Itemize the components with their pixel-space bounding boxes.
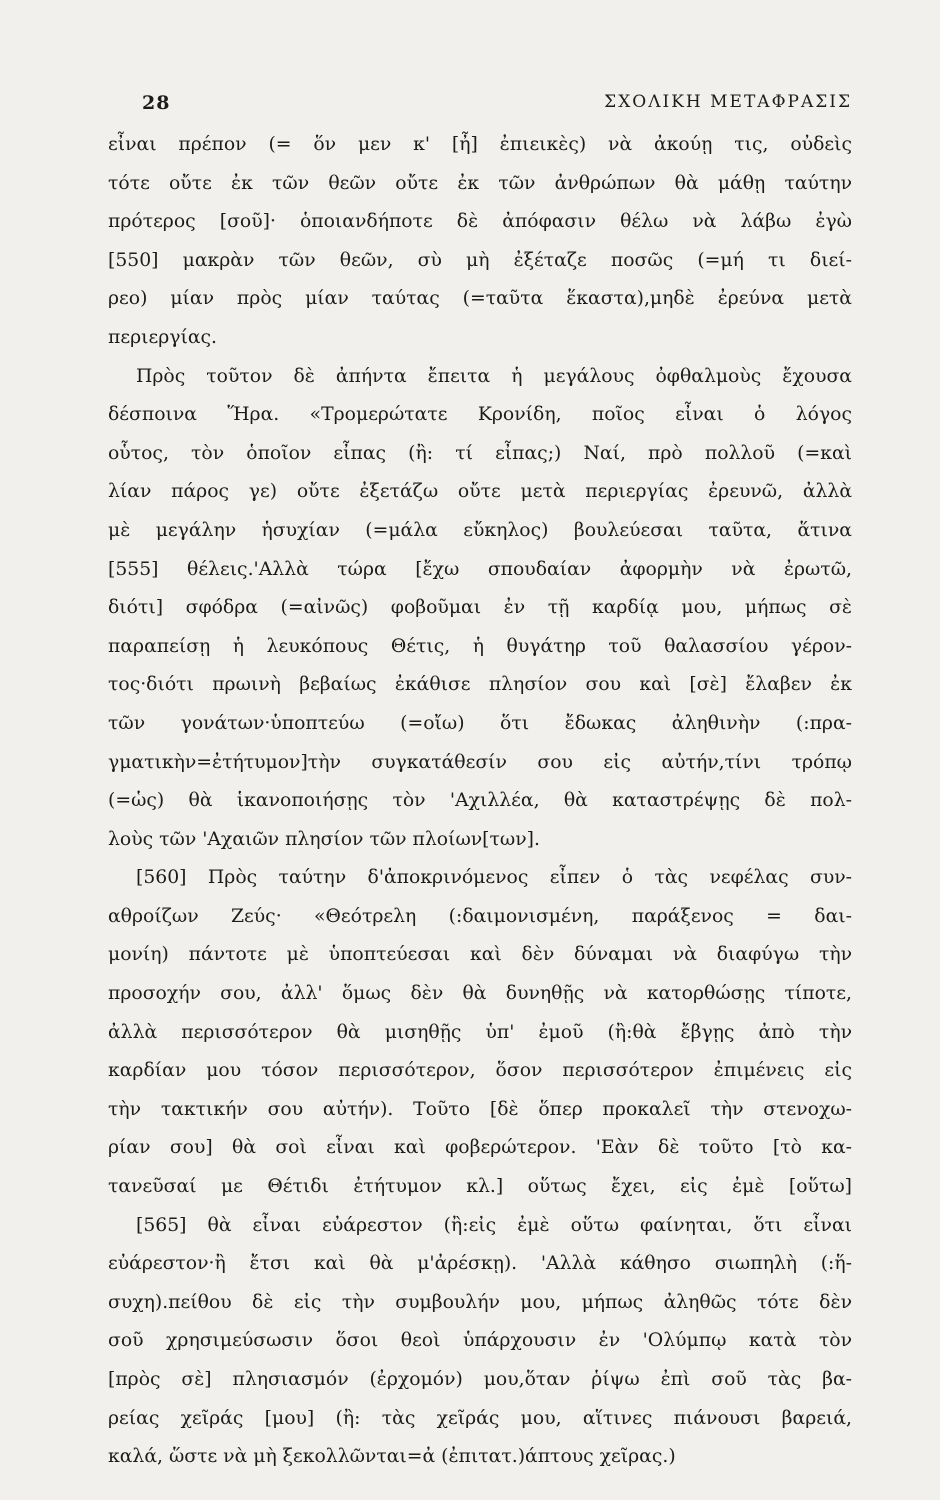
text-line: τανεῦσαί με Θέτιδι ἐτήτυμον κλ.] οὕτως ἔχει, εἰς ἐμὲ [οὕτω] — [108, 1176, 852, 1198]
text-line: δέσποινα Ἥρα. «Τρομερώτατε Κρονίδη, ποῖος εἶναι ὁ λόγος — [108, 404, 852, 426]
text-line: καλά, ὥστε νὰ μὴ ξεκολλῶνται=ἀ (ἐπιτατ.)άπτους χεῖρας.) — [108, 1446, 676, 1468]
text-line: σοῦ χρησιμεύσωσιν ὅσοι θεοὶ ὑπάρχουσιν ἐν 'Ολύμπῳ κατὰ τὸν — [108, 1330, 852, 1352]
body-text — [108, 126, 852, 1477]
text-line: τος·διότι πρωινὴ βεβαίως ἐκάθισε πλησίον σου καὶ [σὲ] ἔλαβεν ἐκ — [108, 674, 852, 696]
text-line: εὐάρεστον·ἢ ἔτσι καὶ θὰ μ'ἀρέσκῃ). 'Αλλὰ κάθησο σιωπηλὴ (:ἥ- — [108, 1253, 852, 1275]
text-line: ρεο) μίαν πρὸς μίαν ταύτας (=ταῦτα ἕκαστα),μηδὲ ἐρεύνα μετὰ — [108, 288, 852, 310]
text-line: [555] θέλεις.'Αλλὰ τώρα [ἔχω σπουδαίαν ἀφορμὴν νὰ ἐρωτῶ, — [108, 558, 852, 580]
text-line: ρίαν σου] θὰ σοὶ εἶναι καὶ φοβερώτερον. 'Εὰν δὲ τοῦτο [τὸ κα- — [108, 1137, 852, 1159]
text-line: Πρὸς τοῦτον δὲ ἀπήντα ἔπειτα ἡ μεγάλους ὀφθαλμοὺς ἔχουσα — [136, 365, 852, 387]
text-line: προσοχήν σου, ἀλλ' ὅμως δὲν θὰ δυνηθῇς νὰ κατορθώσῃς τίποτε, — [108, 983, 852, 1005]
text-line: πρότερος [σοῦ]· ὁποιανδήποτε δὲ ἀπόφασιν θέλω νὰ λάβω ἐγὼ — [108, 211, 852, 233]
text-line: διότι] σφόδρα (=αἰνῶς) φοβοῦμαι ἐν τῇ καρδίᾳ μου, μήπως σὲ — [108, 597, 852, 619]
text-line: εἶναι πρέπον (= ὅν μεν κ' [ἦ] ἐπιεικὲς) νὰ ἀκούῃ τις, οὐδεὶς — [108, 134, 852, 155]
text-line: καρδίαν μου τόσον περισσότερον, ὅσον περισσότερον ἐπιμένεις εἰς — [108, 1060, 852, 1082]
text-line: (=ὡς) θὰ ἱκανοποιήσῃς τὸν 'Αχιλλέα, θὰ καταστρέψῃς δὲ πολ- — [108, 790, 852, 812]
page-number: 28 — [142, 92, 171, 114]
text-line: μὲ μεγάλην ἡσυχίαν (=μάλα εὔκηλος) βουλεύεσαι ταῦτα, ἅτινα — [108, 519, 852, 541]
text-line: [560] Πρὸς ταύτην δ'ἀποκρινόμενος εἶπεν ὁ τὰς νεφέλας συν- — [136, 867, 852, 889]
text-line: γματικὴν=ἐτήτυμον]τὴν συγκατάθεσίν σου εἰς αὐτήν,τίνι τρόπῳ — [108, 751, 852, 773]
text-line: περιεργίας. — [108, 326, 218, 348]
text-line: [πρὸς σὲ] πλησιασμόν (ἐρχομόν) μου,ὅταν ῥίψω ἐπὶ σοῦ τὰς βα- — [108, 1369, 852, 1390]
text-line: αθροίζων Ζεύς· «Θεότρελη (:δαιμονισμένη, παράξενος = δαι- — [108, 905, 852, 927]
text-line: ἀλλὰ περισσότερον θὰ μισηθῇς ὑπ' ἐμοῦ (ἢ:θὰ ἔβγῃς ἀπὸ τὴν — [108, 1021, 852, 1043]
text-line: τῶν γονάτων·ὑποπτεύω (=οἴω) ὅτι ἔδωκας ἀληθινὴν (:πρα- — [108, 712, 852, 734]
text-line: μονίη) πάντοτε μὲ ὑποπτεύεσαι καὶ δὲν δύναμαι νὰ διαφύγω τὴν — [108, 944, 852, 966]
text-line: τὴν τακτικήν σου αὐτήν). Τοῦτο [δὲ ὅπερ προκαλεῖ τὴν στενοχω- — [108, 1098, 852, 1120]
text-line: [565] θὰ εἶναι εὐάρεστον (ἢ:εἰς ἐμὲ οὕτω φαίνηται, ὅτι εἶναι — [136, 1214, 852, 1236]
text-line: λίαν πάρος γε) οὔτε ἐξετάζω οὔτε μετὰ περιεργίας ἐρευνῶ, ἀλλὰ — [108, 481, 852, 503]
text-line: ρείας χεῖράς [μου] (ἢ: τὰς χεῖράς μου, αἵτινες πιάνουσι βαρειά, — [108, 1407, 852, 1429]
page-header — [142, 92, 852, 122]
text-line: συχη).πείθου δὲ εἰς τὴν συμβουλήν μου, μήπως ἀληθῶς τότε δὲν — [108, 1291, 852, 1313]
text-line: [550] μακρὰν τῶν θεῶν, σὺ μὴ ἐξέταζε ποσῶς (=μή τι διεί- — [108, 249, 852, 271]
text-line: λοὺς τῶν 'Αχαιῶν πλησίον τῶν πλοίων[των]. — [108, 828, 540, 850]
text-line: παραπείσῃ ἡ λευκόπους Θέτις, ἡ θυγάτηρ τοῦ θαλασσίου γέρον- — [108, 635, 852, 657]
text-line: οὗτος, τὸν ὁποῖον εἶπας (ἢ: τί εἶπας;) Ναί, πρὸ πολλοῦ (=καὶ — [108, 442, 852, 464]
text-line: τότε οὔτε ἐκ τῶν θεῶν οὔτε ἐκ τῶν ἀνθρώπων θὰ μάθῃ ταύτην — [108, 172, 852, 194]
running-title: ΣΧΟΛΙΚΗ ΜΕΤΑΦΡΑΣΙΣ — [604, 92, 852, 112]
